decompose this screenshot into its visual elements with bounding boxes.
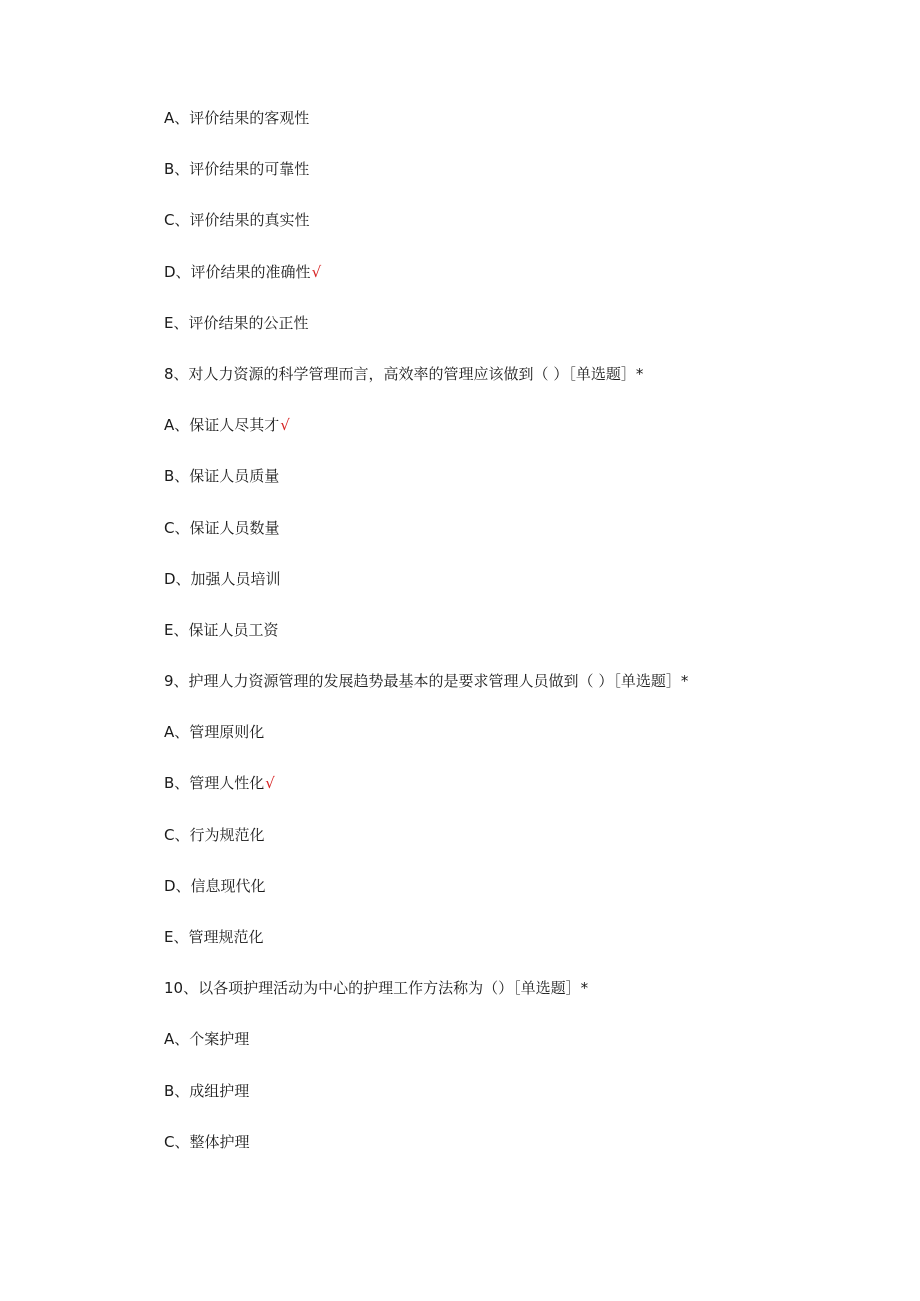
option-line: D、评价结果的准确性√ [164,262,322,281]
option-line: A、管理原则化 [164,723,265,742]
option-line: E、管理规范化 [164,928,264,946]
option-line: B、管理人性化√ [164,774,275,793]
option-line: D、信息现代化 [164,876,266,895]
option-line: B、保证人员质量 [164,467,280,486]
option-line: A、保证人尽其才√ [164,416,290,435]
correct-mark: √ [311,262,322,281]
document-body [164,108,884,1183]
option-line: C、保证人员数量 [164,518,280,537]
option-line: D、加强人员培训 [164,569,281,588]
option-line: C、行为规范化 [164,825,265,844]
question-8: 8、对人力资源的科学管理而言，高效率的管理应该做到（ ）［单选题］* [164,364,644,383]
option-line: E、评价结果的公正性 [164,313,309,332]
question-10: 10、以各项护理活动为中心的护理工作方法称为（）［单选题］* [164,979,589,998]
question-9: 9、护理人力资源管理的发展趋势最基本的是要求管理人员做到（ ）［单选题］* [164,672,689,691]
option-line: B、评价结果的可靠性 [164,160,310,179]
option-line: A、评价结果的客观性 [164,109,310,127]
correct-mark: √ [265,774,275,793]
option-line: A、个案护理 [164,1030,250,1049]
option-line: C、整体护理 [164,1132,250,1151]
correct-mark: √ [280,416,290,435]
option-line: C、评价结果的真实性 [164,211,310,230]
option-line: B、成组护理 [164,1081,250,1100]
option-line: E、保证人员工资 [164,620,279,639]
